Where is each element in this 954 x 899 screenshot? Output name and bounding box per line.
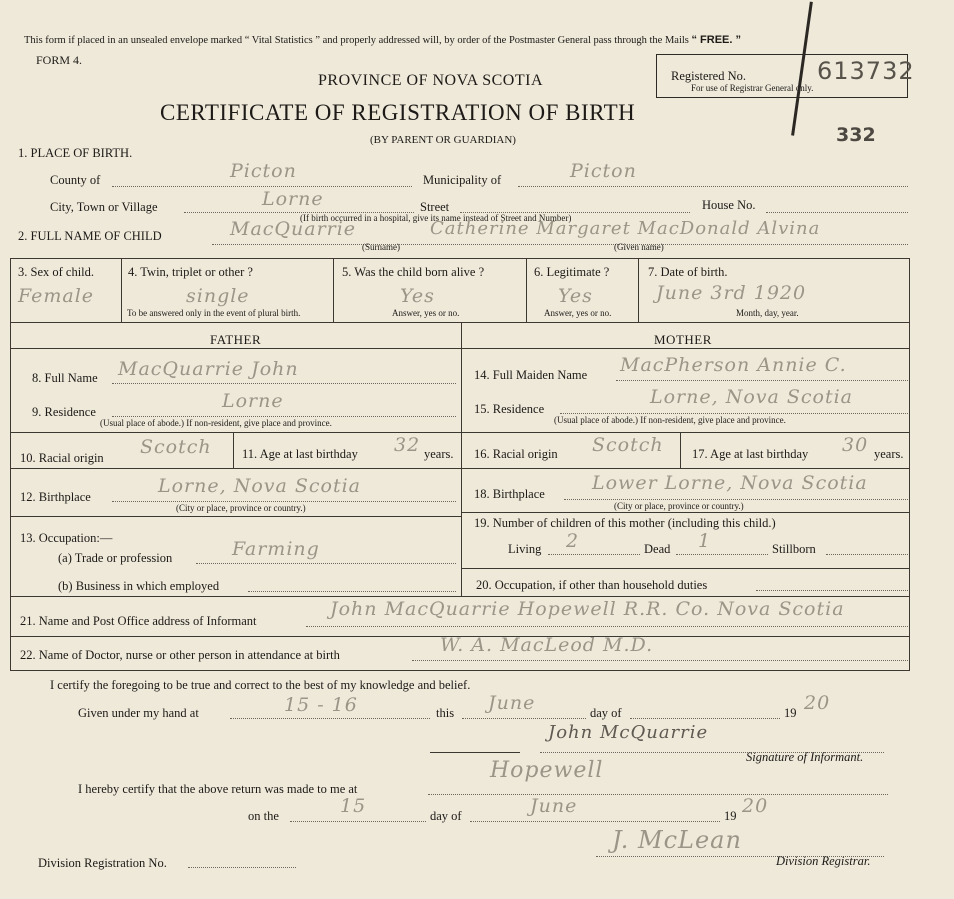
father-residence-note: (Usual place of abode.) If non-resident, give place and province. bbox=[100, 418, 332, 428]
father-trade-line bbox=[196, 563, 456, 564]
father-birthplace-label: 12. Birthplace bbox=[20, 490, 91, 504]
county-label: County of bbox=[50, 173, 101, 187]
father-trade-value: Farming bbox=[232, 538, 320, 560]
mother-birthplace-note: (City or place, province or country.) bbox=[614, 501, 744, 511]
division-registration-label: Division Registration No. bbox=[38, 856, 167, 870]
born-alive-value: Yes bbox=[400, 285, 435, 307]
row3-divider-3 bbox=[526, 258, 527, 322]
legitimate-note: Answer, yes or no. bbox=[544, 308, 612, 318]
father-business-line bbox=[248, 591, 456, 592]
mother-racial-label: 16. Racial origin bbox=[474, 447, 558, 461]
mother-occupation-label: 20. Occupation, if other than household duties bbox=[476, 578, 708, 592]
racial-bottom-rule bbox=[10, 468, 910, 469]
father-birthplace-line bbox=[112, 501, 456, 502]
postal-notice-text: This form if placed in an unsealed envelope marked “ Vital Statistics ” and properly addressed will, by order of the Postmaster General pass through the Mails bbox=[24, 35, 689, 46]
doctor-rule bbox=[10, 670, 910, 671]
this-line bbox=[462, 718, 586, 719]
certificate-title: CERTIFICATE OF REGISTRATION OF BIRTH bbox=[160, 100, 636, 125]
form-number: FORM 4. bbox=[36, 53, 83, 67]
on-the-line bbox=[290, 821, 426, 822]
municipality-value: Picton bbox=[570, 160, 637, 182]
child-name-label: 2. FULL NAME OF CHILD bbox=[18, 229, 162, 243]
father-racial-divider bbox=[233, 432, 234, 468]
living-value: 2 bbox=[566, 530, 580, 552]
legitimate-value: Yes bbox=[558, 285, 593, 307]
informant-label: 21. Name and Post Office address of Informant bbox=[20, 614, 257, 628]
row3-divider-2 bbox=[333, 258, 334, 322]
sex-label: 3. Sex of child. bbox=[18, 265, 95, 279]
row3-divider-1 bbox=[121, 258, 122, 322]
informant-line bbox=[306, 626, 908, 627]
given-place-line bbox=[230, 718, 430, 719]
mother-age-unit: years. bbox=[874, 447, 904, 461]
mother-age-label: 17. Age at last birthday bbox=[692, 447, 809, 461]
father-occupation-label: 13. Occupation:— bbox=[20, 531, 113, 545]
row3-divider-4 bbox=[638, 258, 639, 322]
mother-heading: MOTHER bbox=[654, 332, 712, 347]
house-number-label: House No. bbox=[702, 198, 756, 212]
father-residence-value: Lorne bbox=[222, 390, 284, 412]
this-value: June bbox=[488, 692, 536, 714]
children-count-label: 19. Number of children of this mother (including this child.) bbox=[474, 516, 776, 530]
date-of-birth-value: June 3rd 1920 bbox=[656, 282, 807, 304]
informant-signature-caption: Signature of Informant. bbox=[746, 750, 864, 764]
side-number: 332 bbox=[836, 124, 876, 146]
county-value: Picton bbox=[230, 160, 297, 182]
city-value: Lorne bbox=[262, 188, 324, 210]
given-place-value: 15 - 16 bbox=[284, 694, 358, 716]
father-trade-label: (a) Trade or profession bbox=[58, 551, 173, 565]
registered-label: Registered No. bbox=[671, 69, 746, 83]
father-residence-line bbox=[112, 416, 456, 417]
return-statement: I hereby certify that the above return was made to me at bbox=[78, 782, 358, 796]
twin-label: 4. Twin, triplet or other ? bbox=[128, 265, 253, 279]
mother-occupation-rule bbox=[462, 568, 910, 569]
mother-birthplace-value: Lower Lorne, Nova Scotia bbox=[592, 472, 868, 494]
day-of-label: day of bbox=[590, 706, 622, 720]
return-place-line bbox=[428, 794, 888, 795]
sex-value: Female bbox=[18, 285, 95, 307]
form-right-border bbox=[909, 258, 910, 670]
year-value: 20 bbox=[804, 692, 831, 714]
mother-birthplace-line bbox=[564, 499, 908, 500]
on-the-label: on the bbox=[248, 809, 279, 823]
doctor-value: W. A. MacLeod M.D. bbox=[440, 634, 654, 656]
signature-short-rule bbox=[430, 752, 520, 753]
dead-line bbox=[676, 554, 768, 555]
mother-age-value: 30 bbox=[842, 434, 869, 456]
registrar-caption: Division Registrar. bbox=[776, 854, 871, 868]
informant-value: John MacQuarrie Hopewell R.R. Co. Nova Scotia bbox=[330, 598, 845, 620]
form-left-border bbox=[10, 258, 11, 670]
father-name-line bbox=[112, 383, 456, 384]
year-prefix: 19 bbox=[784, 706, 797, 720]
living-label: Living bbox=[508, 542, 542, 556]
twin-note: To be answered only in the event of plural birth. bbox=[127, 308, 301, 318]
father-age-value: 32 bbox=[394, 434, 421, 456]
twin-value: single bbox=[186, 285, 250, 307]
living-line bbox=[548, 554, 640, 555]
born-alive-label: 5. Was the child born alive ? bbox=[342, 265, 485, 279]
year2-prefix: 19 bbox=[724, 809, 737, 823]
dead-value: 1 bbox=[698, 530, 712, 552]
municipality-line bbox=[518, 186, 908, 187]
father-racial-value: Scotch bbox=[140, 436, 212, 458]
racial-top-rule bbox=[10, 432, 910, 433]
stillborn-label: Stillborn bbox=[772, 542, 816, 556]
mother-residence-value: Lorne, Nova Scotia bbox=[650, 386, 853, 408]
province-heading: PROVINCE OF NOVA SCOTIA bbox=[318, 72, 544, 89]
day-of-2-label: day of bbox=[430, 809, 462, 823]
mother-residence-note: (Usual place of abode.) If non-resident, give place and province. bbox=[554, 415, 786, 425]
father-business-label: (b) Business in which employed bbox=[58, 579, 220, 593]
mother-birthplace-label: 18. Birthplace bbox=[474, 487, 545, 501]
father-age-label: 11. Age at last birthday bbox=[242, 447, 358, 461]
certify-statement: I certify the foregoing to be true and correct to the best of my knowledge and belief. bbox=[50, 678, 471, 692]
parents-center-divider bbox=[461, 322, 462, 596]
dead-label: Dead bbox=[644, 542, 671, 556]
municipality-label: Municipality of bbox=[423, 173, 502, 187]
given-under-hand-label: Given under my hand at bbox=[78, 706, 199, 720]
this-label: this bbox=[436, 706, 455, 720]
father-age-unit: years. bbox=[424, 447, 454, 461]
registered-number: 613732 bbox=[817, 57, 915, 85]
father-racial-label: 10. Racial origin bbox=[20, 451, 104, 465]
parents-bottom-rule bbox=[10, 596, 910, 597]
house-number-line bbox=[766, 212, 908, 213]
row3-top-rule bbox=[10, 258, 910, 259]
postal-notice-free: “ FREE. ” bbox=[691, 34, 742, 46]
mother-name-line bbox=[616, 380, 908, 381]
father-birthplace-value: Lorne, Nova Scotia bbox=[158, 475, 361, 497]
child-surname-value: MacQuarrie bbox=[230, 218, 357, 240]
mother-racial-divider bbox=[680, 432, 681, 468]
parents-heading-rule bbox=[10, 348, 910, 349]
postal-notice bbox=[24, 34, 741, 46]
informant-signature: John McQuarrie bbox=[548, 722, 709, 743]
day-of-2-line bbox=[470, 821, 720, 822]
father-name-value: MacQuarrie John bbox=[118, 358, 299, 380]
division-registration-line bbox=[188, 867, 296, 868]
father-name-label: 8. Full Name bbox=[32, 371, 98, 385]
day-of-line bbox=[630, 718, 780, 719]
date-of-birth-note: Month, day, year. bbox=[736, 308, 799, 318]
day-of-2-value: June bbox=[530, 795, 578, 817]
mother-racial-value: Scotch bbox=[592, 434, 664, 456]
doctor-label: 22. Name of Doctor, nurse or other person in attendance at birth bbox=[20, 648, 340, 662]
year2-value: 20 bbox=[742, 795, 769, 817]
father-residence-label: 9. Residence bbox=[32, 405, 96, 419]
doctor-line bbox=[412, 660, 908, 661]
certificate-subtitle: (BY PARENT OR GUARDIAN) bbox=[370, 134, 516, 146]
child-given-value: Catherine Margaret MacDonald Alvina bbox=[430, 218, 821, 239]
place-of-birth-label: 1. PLACE OF BIRTH. bbox=[18, 146, 133, 160]
hospital-note: (If birth occurred in a hospital, give its name instead of Street and Number) bbox=[300, 213, 572, 223]
legitimate-label: 6. Legitimate ? bbox=[534, 265, 610, 279]
registrar-signature: J. McLean bbox=[612, 826, 742, 854]
county-line bbox=[112, 186, 412, 187]
stillborn-line bbox=[826, 554, 908, 555]
on-the-value: 15 bbox=[340, 795, 367, 817]
born-alive-note: Answer, yes or no. bbox=[392, 308, 460, 318]
given-name-caption: (Given name) bbox=[614, 242, 664, 252]
mother-occupation-line bbox=[756, 590, 908, 591]
father-birthplace-note: (City or place, province or country.) bbox=[176, 503, 306, 513]
surname-caption: (Surname) bbox=[362, 242, 400, 252]
city-label: City, Town or Village bbox=[50, 200, 158, 214]
registrar-note: For use of Registrar General only. bbox=[691, 83, 814, 93]
mother-name-label: 14. Full Maiden Name bbox=[474, 368, 588, 382]
mother-name-value: MacPherson Annie C. bbox=[620, 354, 847, 376]
mother-children-rule bbox=[462, 512, 910, 513]
return-place-value: Hopewell bbox=[490, 758, 604, 783]
father-heading: FATHER bbox=[210, 332, 262, 347]
row3-bottom-rule bbox=[10, 322, 910, 323]
mother-residence-line bbox=[560, 413, 908, 414]
child-name-line bbox=[212, 244, 908, 245]
street-label: Street bbox=[420, 200, 450, 214]
mother-residence-label: 15. Residence bbox=[474, 402, 545, 416]
father-occupation-rule bbox=[10, 516, 461, 517]
date-of-birth-label: 7. Date of birth. bbox=[648, 265, 728, 279]
